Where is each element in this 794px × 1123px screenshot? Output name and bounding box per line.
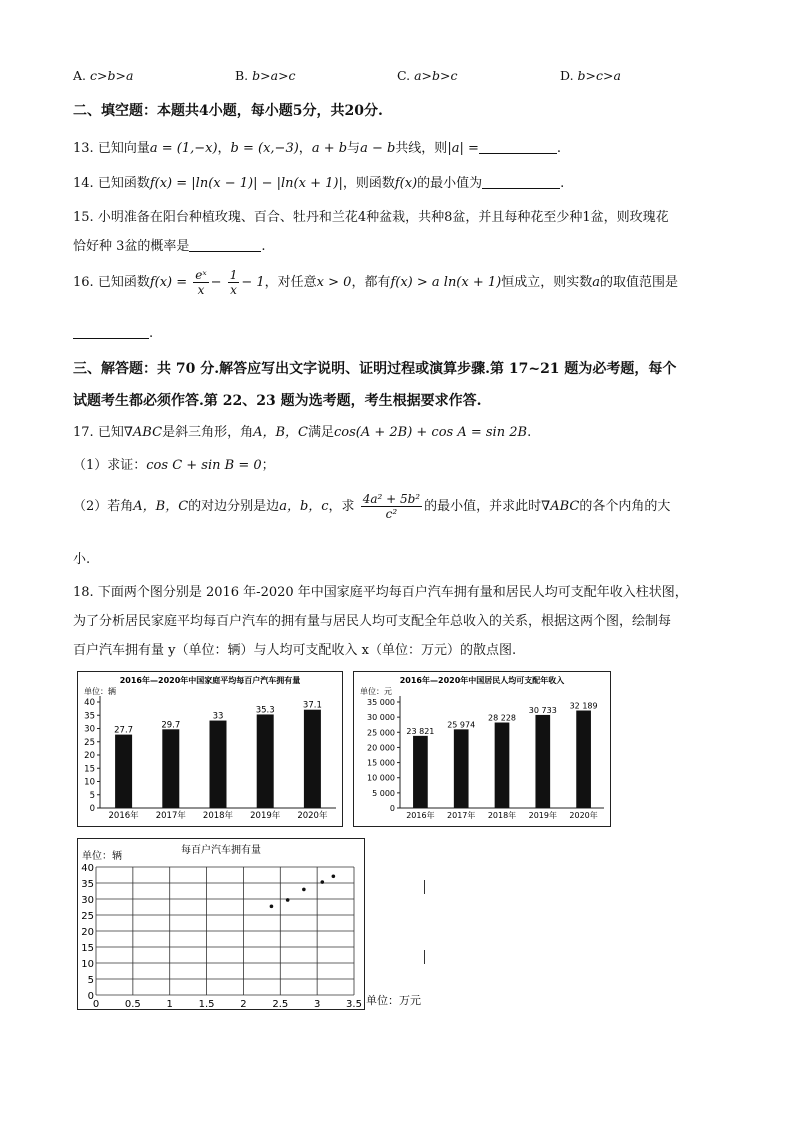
question-18: 18. 下面两个图分别是 2016 年-2020 年中国家庭平均每百户汽车拥有量和居民人均可支配年收入柱状图， <box>73 585 688 600</box>
answer-blank[interactable] <box>479 141 557 154</box>
bar <box>495 723 510 808</box>
y-tick-label: 0 <box>87 991 94 1002</box>
x-tick-label: 0.5 <box>124 999 141 1009</box>
answer-blank[interactable] <box>189 239 261 252</box>
x-tick-label: 2019年 <box>250 811 281 821</box>
data-label: 28 228 <box>488 713 516 723</box>
margin-mark <box>424 880 425 894</box>
car-ownership-bar-svg <box>78 672 342 826</box>
scatter-xlabel: 单位：万元 <box>366 994 421 1007</box>
question-16-blank-line: . <box>73 326 153 341</box>
y-tick-label: 20 <box>81 927 94 938</box>
y-tick-label: 20 <box>84 751 95 761</box>
y-tick-label: 20 000 <box>367 743 395 753</box>
question-18-line2: 为了分析居民家庭平均每百户汽车的拥有量与居民人均可支配全年总收入的关系，根据这两个图，绘制每 <box>73 614 672 629</box>
bar <box>304 710 321 808</box>
chart-unit-label: 单位：辆 <box>84 687 116 696</box>
scatter-point <box>270 905 274 909</box>
fraction-ex-over-x: $\frac{\text{eˣ}}{x}$ <box>195 268 207 297</box>
y-tick-label: 40 <box>81 863 94 874</box>
question-13: 13. 已知向量a = (1,−x)，b = (x,−3)，a + b与a − b共线，则|a| = . <box>73 141 561 156</box>
data-label: 29.7 <box>161 720 181 731</box>
chart-title: 2016年—2020年中国家庭平均每百户汽车拥有量 <box>119 676 301 685</box>
y-tick-label: 5 000 <box>372 788 395 798</box>
y-tick-label: 25 <box>84 737 95 748</box>
y-tick-label: 10 000 <box>367 773 395 783</box>
answer-blank[interactable] <box>482 176 560 189</box>
y-tick-label: 15 000 <box>367 758 395 768</box>
bar <box>576 711 591 808</box>
option-a: A. c>b>a <box>73 68 134 83</box>
y-tick-label: 5 <box>87 975 94 986</box>
margin-mark <box>424 950 425 964</box>
x-tick-label: 2018年 <box>202 811 234 821</box>
x-tick-label: 2 <box>240 999 247 1009</box>
y-tick-label: 40 <box>84 698 95 708</box>
x-tick-label: 2018年 <box>487 811 517 820</box>
option-b: B. b>a>c <box>235 68 296 83</box>
question-16: 16. 已知函数f(x) = $\frac{\text{eˣ}}{x}$ − $\frac{1}{x}$ − 1，对任意x > 0，都有f(x) > a ln(x + 1)恒成立，则实数a的取值范围是 <box>73 268 679 297</box>
scatter-point <box>286 898 290 902</box>
income-bar-svg <box>354 672 610 826</box>
section-3-heading: 三、解答题：共 70 分.解答应写出文字说明、证明过程或演算步骤.第 17~21 题为必考题，每个 <box>73 361 677 377</box>
x-tick-label: 2.5 <box>272 999 289 1009</box>
scatter-point <box>321 880 325 884</box>
fraction-1-over-x: $\frac{1}{x}$ <box>229 268 238 297</box>
x-tick-label: 2016年 <box>108 811 139 821</box>
data-label: 33 <box>212 711 224 722</box>
y-tick-label: 10 <box>81 959 94 970</box>
answer-blank[interactable] <box>73 326 149 339</box>
data-label: 25 974 <box>447 720 476 730</box>
question-17-part-2: （2）若角A，B，C的对边分别是边a，b，c，求 $\frac{\text{4a² + 5b²}}{\text{c²}}$ 的最小值，并求此时∇ABC的各个内角的大 <box>73 492 671 521</box>
x-tick-label: 0 <box>92 999 100 1009</box>
y-tick-label: 0 <box>89 804 95 814</box>
question-17: 17. 已知∇ABC是斜三角形，角A，B，C满足cos(A + 2B) + cos A = sin 2B. <box>73 425 532 440</box>
bar <box>413 736 428 808</box>
x-tick-label: 2017年 <box>447 811 476 820</box>
x-tick-label: 2020年 <box>297 811 328 821</box>
bar <box>535 715 550 808</box>
income-bar-chart <box>353 671 611 827</box>
y-tick-label: 35 <box>84 711 95 722</box>
x-tick-label: 3 <box>313 999 321 1009</box>
data-label: 30 733 <box>528 705 557 715</box>
bar <box>162 729 179 808</box>
x-tick-label: 2017年 <box>155 811 186 821</box>
y-tick-label: 10 <box>84 777 95 788</box>
y-tick-label: 0 <box>389 804 395 813</box>
section-3-heading-line2: 试题考生都必须作答.第 22、23 题为选考题，考生根据要求作答. <box>73 393 482 409</box>
y-tick-label: 35 <box>81 879 94 890</box>
question-17-part-2-line2: 小. <box>73 552 91 567</box>
scatter-chart <box>77 838 365 1010</box>
chart-unit-label: 单位：元 <box>360 687 392 696</box>
question-18-line3: 百户汽车拥有量 y（单位：辆）与人均可支配收入 x（单位：万元）的散点图. <box>73 643 517 658</box>
scatter-point <box>302 888 306 892</box>
fraction-4a2-5b2-over-c2: $\frac{\text{4a² + 5b²}}{\text{c²}}$ <box>362 492 421 521</box>
question-15: 15. 小明准备在阳台种植玫瑰、百合、牡丹和兰花4种盆栽，共种8盆，并且每种花至少种1盆，则玫瑰花 <box>73 210 669 225</box>
data-label: 23 821 <box>406 726 435 736</box>
x-tick-label: 2019年 <box>528 811 557 820</box>
question-17-part-1: （1）求证：cos C + sin B = 0； <box>73 458 275 473</box>
y-tick-label: 30 000 <box>367 713 395 723</box>
y-tick-label: 15 <box>81 943 94 954</box>
chart-unit-label: 单位：辆 <box>82 851 122 862</box>
bar <box>115 735 132 808</box>
y-tick-label: 30 <box>84 724 95 735</box>
scatter-svg <box>78 839 364 1009</box>
bar <box>257 714 274 808</box>
data-label: 35.3 <box>255 705 275 716</box>
bar <box>454 729 469 808</box>
option-d: D. b>c>a <box>560 68 621 83</box>
x-tick-label: 2016年 <box>406 811 435 820</box>
chart-title: 2016年—2020年中国居民人均可支配年收入 <box>399 676 565 685</box>
question-15-line2: 恰好种 3盆的概率是 . <box>73 239 266 254</box>
car-ownership-bar-chart <box>77 671 343 827</box>
y-tick-label: 35 000 <box>367 698 395 707</box>
scatter-point <box>332 874 336 878</box>
chart-title: 每百户汽车拥有量 <box>181 845 261 856</box>
y-tick-label: 5 <box>89 790 95 801</box>
data-label: 32 189 <box>569 701 598 711</box>
y-tick-label: 25 000 <box>367 728 395 738</box>
x-tick-label: 1 <box>166 999 173 1009</box>
bar <box>210 721 227 808</box>
data-label: 37.1 <box>302 700 322 711</box>
x-tick-label: 2020年 <box>569 811 598 820</box>
x-tick-label: 1.5 <box>198 999 215 1009</box>
y-tick-label: 30 <box>81 895 94 906</box>
data-label: 27.7 <box>114 725 134 736</box>
y-tick-label: 15 <box>84 764 95 775</box>
section-2-heading: 二、填空题：本题共4小题，每小题5分，共20分. <box>73 103 383 119</box>
y-tick-label: 25 <box>81 911 94 922</box>
option-c: C. a>b>c <box>397 68 458 83</box>
question-14: 14. 已知函数f(x) = |ln(x − 1)| − |ln(x + 1)|，则函数f(x)的最小值为 . <box>73 176 565 191</box>
x-tick-label: 3.5 <box>346 999 362 1009</box>
